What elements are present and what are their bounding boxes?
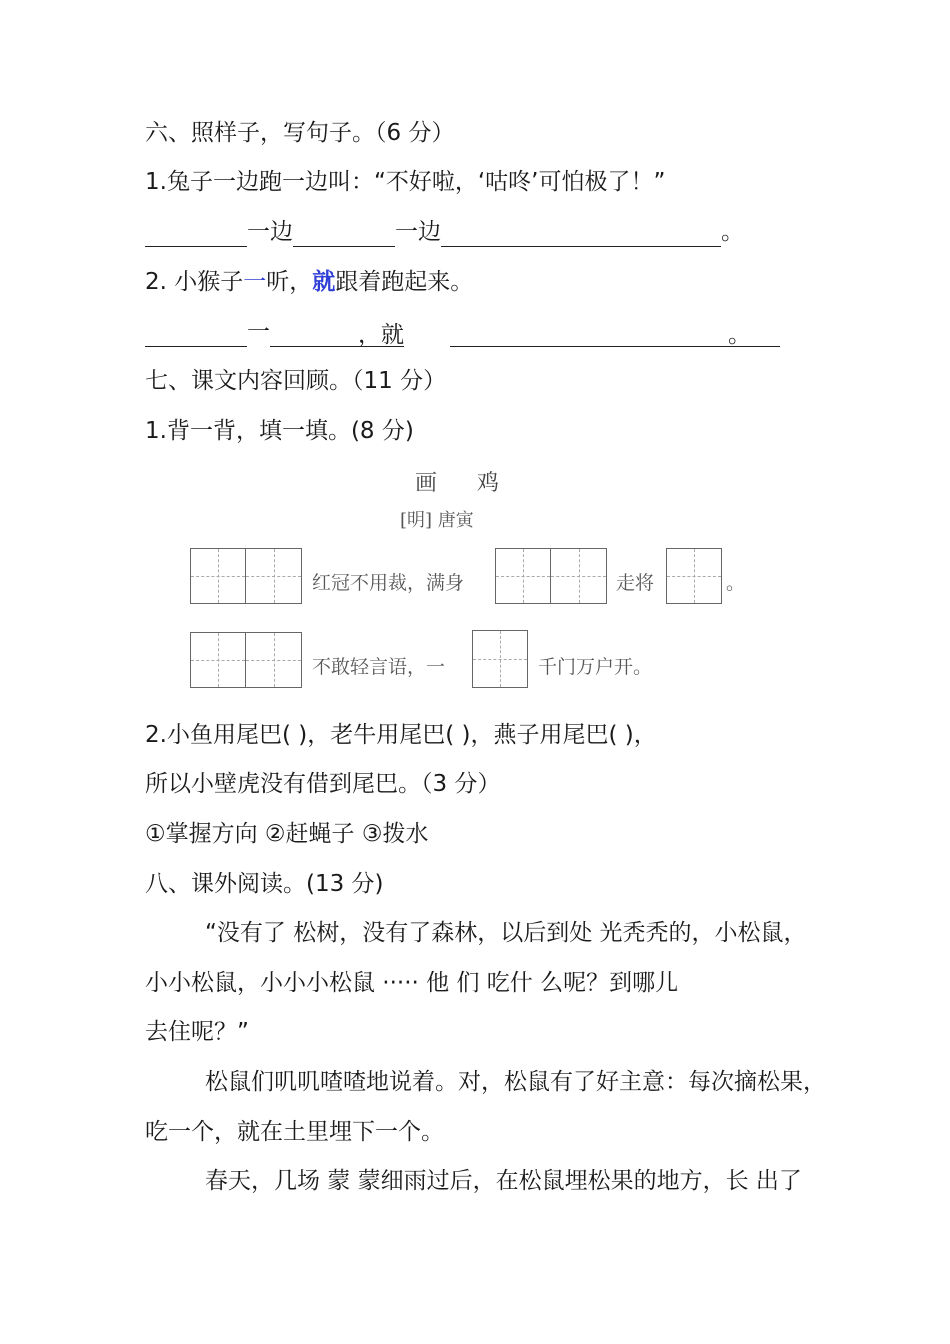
q2-prefix: 2. 小猴子	[145, 269, 244, 295]
passage-p3-line1: 春天，几场 蒙 蒙细雨过后，在松鼠埋松果的地方，长 出了	[205, 1168, 802, 1194]
blank[interactable]	[270, 320, 358, 347]
section-7-title: 七、课文内容回顾。（11 分）	[145, 368, 447, 394]
question-7-2-options: ①掌握方向 ②赶蝇子 ③拨水	[145, 821, 429, 847]
q2-suffix: 跟着跑起来。	[335, 269, 474, 295]
answer-grid[interactable]	[190, 548, 302, 604]
label-yi: 一	[247, 319, 270, 345]
question-7-2-line2: 所以小壁虎没有借到尾巴。（3 分）	[145, 771, 501, 797]
passage-p1-line2: 小小松鼠，小小小松鼠 ····· 他 们 吃什 么呢？到哪儿	[145, 970, 679, 996]
poem-line1-b: 走将	[616, 572, 655, 594]
blank[interactable]	[450, 320, 728, 347]
poem-image	[170, 458, 746, 698]
answer-grid[interactable]	[495, 548, 607, 604]
question-6-2	[145, 267, 473, 297]
label-yibian-1: 一边	[247, 219, 293, 245]
question-6-1: 1.兔子一边跑一边叫：“不好啦，‘咕咚’可怕极了！”	[145, 169, 666, 195]
answer-grid[interactable]	[472, 630, 528, 688]
fill-line-6-1	[145, 217, 744, 247]
answer-cell[interactable]	[246, 632, 302, 688]
q2-highlight-yi: 一	[243, 269, 267, 295]
question-7-2-line1: 2.小鱼用尾巴( )，老牛用尾巴( )，燕子用尾巴( )，	[145, 722, 657, 748]
poem-line1-a: 红冠不用裁，满身	[312, 572, 465, 594]
answer-grid[interactable]	[190, 632, 302, 688]
answer-cell[interactable]	[472, 630, 528, 688]
answer-cell[interactable]	[495, 548, 551, 604]
poem-line1-end: 。	[726, 572, 746, 594]
answer-cell[interactable]	[666, 548, 722, 604]
poem-line2-b: 千门万户开。	[538, 656, 653, 678]
label-jiu: ，就	[358, 322, 404, 348]
fill-line-6-2	[145, 317, 780, 347]
question-7-1: 1.背一背，填一填。(8 分)	[145, 418, 414, 444]
answer-cell[interactable]	[551, 548, 607, 604]
section-6-title: 六、照样子，写句子。（6 分）	[145, 120, 455, 146]
poem-author: [明] 唐寅	[400, 510, 474, 531]
poem-line2-a: 不敢轻言语，一	[312, 656, 446, 678]
blank[interactable]	[293, 220, 395, 247]
answer-cell[interactable]	[190, 632, 246, 688]
gap	[404, 321, 450, 347]
passage-p1-line3: 去住呢？”	[145, 1019, 249, 1045]
poem-title: 画鸡	[415, 471, 540, 496]
passage-p1-line1: “没有了 松树，没有了森林，以后到处 光秃秃的，小松鼠，	[205, 920, 807, 946]
q2-highlight-jiu: 就	[312, 269, 336, 295]
answer-grid[interactable]	[666, 548, 722, 604]
period: 。	[728, 320, 780, 347]
blank[interactable]	[441, 220, 721, 247]
blank[interactable]	[145, 320, 247, 347]
answer-cell[interactable]	[246, 548, 302, 604]
passage-p2-line2: 吃一个，就在土里埋下一个。	[145, 1119, 444, 1145]
answer-cell[interactable]	[190, 548, 246, 604]
label-yibian-2: 一边	[395, 219, 441, 245]
section-8-title: 八、课外阅读。(13 分)	[145, 871, 384, 897]
q2-mid: 听，	[266, 269, 313, 295]
passage-p2-line1: 松鼠们叽叽喳喳地说着。对，松鼠有了好主意：每次摘松果，	[205, 1069, 826, 1095]
blank[interactable]	[145, 220, 247, 247]
period: 。	[721, 219, 744, 245]
